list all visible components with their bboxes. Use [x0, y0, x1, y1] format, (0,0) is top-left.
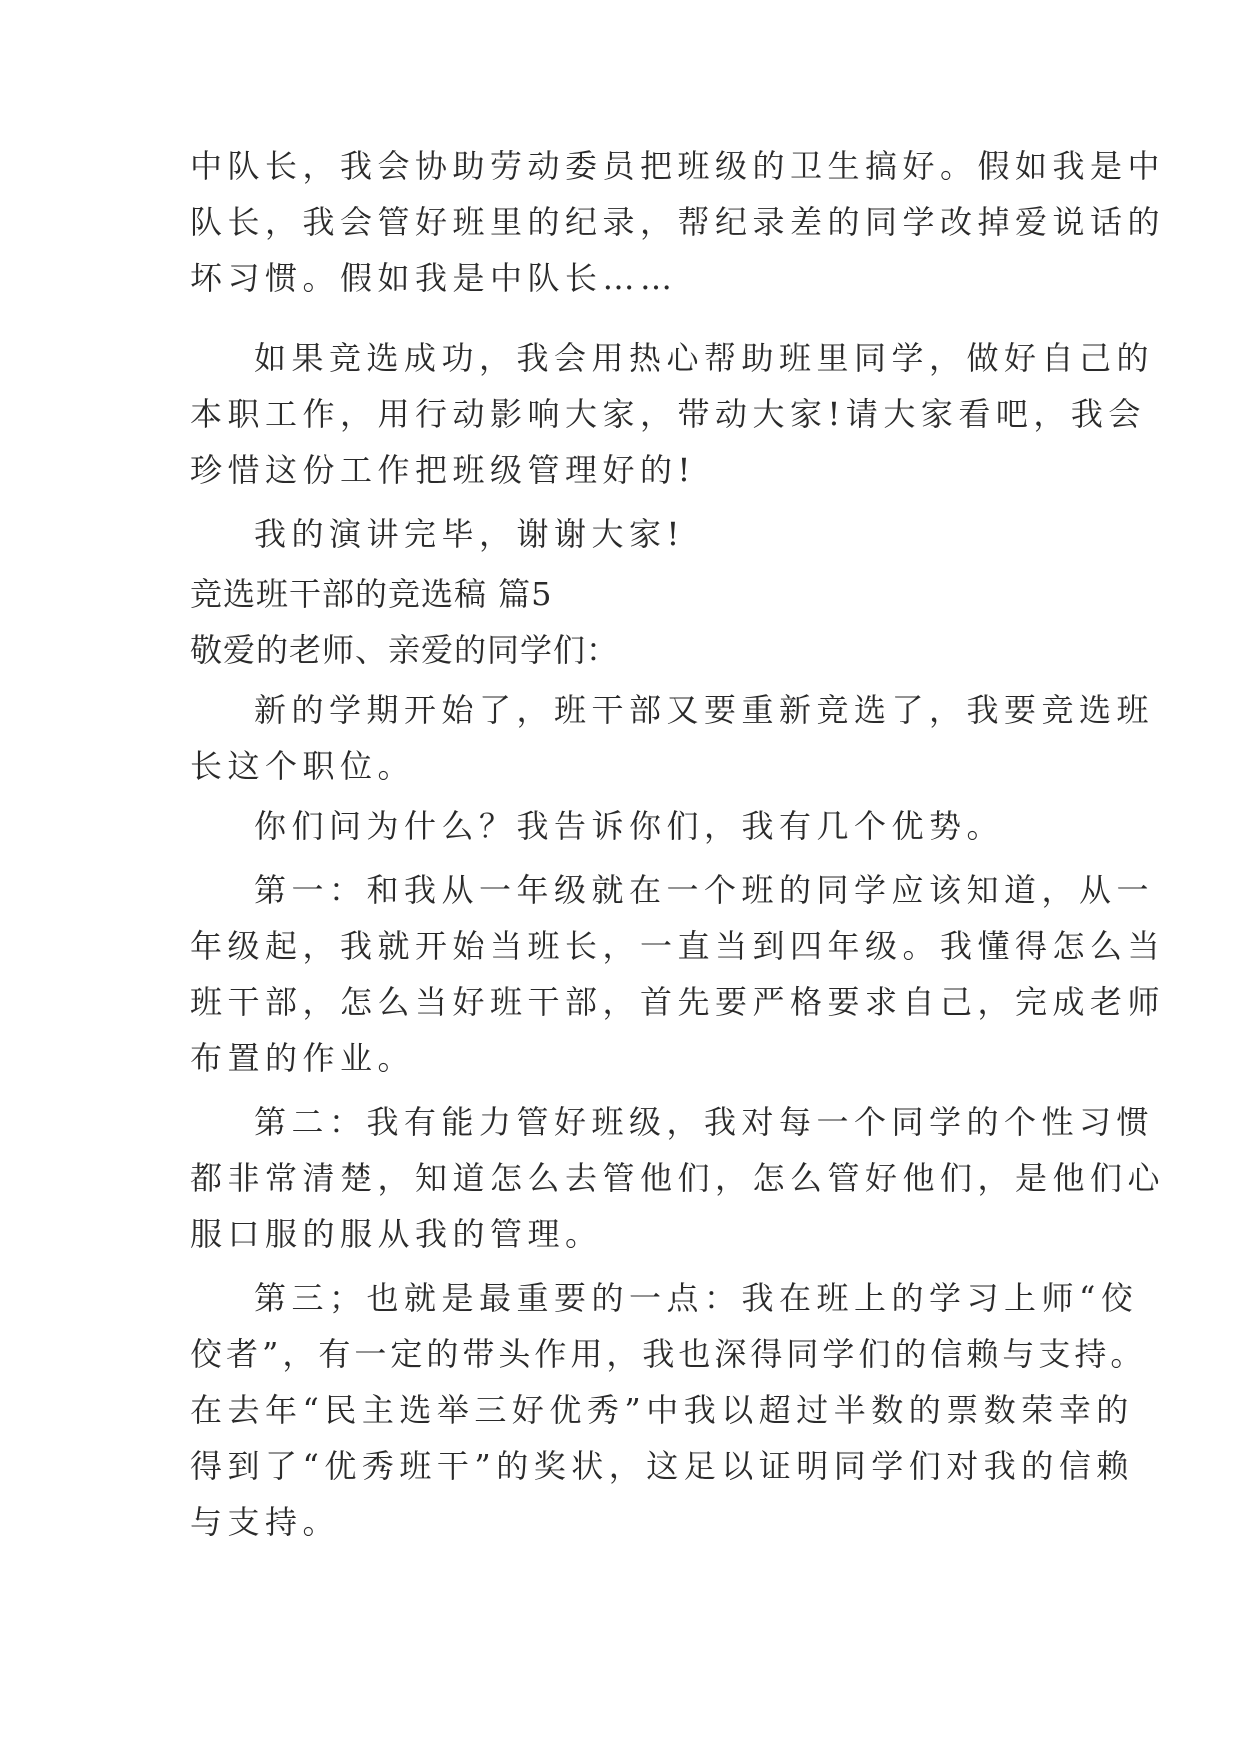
paragraph-line: 珍惜这份工作把班级管理好的! [190, 451, 696, 489]
paragraph-line: 与支持。 [190, 1503, 341, 1541]
paragraph-line: 年级起，我就开始当班长，一直当到四年级。我懂得怎么当 [190, 927, 1166, 965]
paragraph-line: 服口服的服从我的管理。 [190, 1215, 603, 1253]
paragraph-line: 你们问为什么？我告诉你们，我有几个优势。 [254, 807, 1005, 845]
paragraph-line: 如果竞选成功，我会用热心帮助班里同学，做好自己的 [254, 339, 1155, 377]
paragraph-line: 第三；也就是最重要的一点：我在班上的学习上师“佼 [254, 1279, 1139, 1317]
paragraph-line: 得到了“优秀班干”的奖状，这足以证明同学们对我的信赖 [190, 1447, 1134, 1485]
paragraph-line: 队长，我会管好班里的纪录，帮纪录差的同学改掉爱说话的 [190, 203, 1166, 241]
salutation: 敬爱的老师、亲爱的同学们： [190, 631, 620, 669]
paragraph-line: 本职工作，用行动影响大家，带动大家!请大家看吧，我会 [190, 395, 1146, 433]
section-heading: 竞选班干部的竞选稿 篇5 [190, 575, 553, 613]
paragraph-line: 我的演讲完毕，谢谢大家! [254, 515, 685, 553]
paragraph-line: 长这个职位。 [190, 747, 416, 785]
paragraph-line: 中队长，我会协助劳动委员把班级的卫生搞好。假如我是中 [190, 147, 1166, 185]
paragraph-line: 第二：我有能力管好班级，我对每一个同学的个性习惯 [254, 1103, 1155, 1141]
paragraph-line: 都非常清楚，知道怎么去管他们，怎么管好他们，是他们心 [190, 1159, 1166, 1197]
paragraph-line: 坏习惯。假如我是中队长…… [190, 259, 678, 297]
paragraph-line: 在去年“民主选举三好优秀”中我以超过半数的票数荣幸的 [190, 1391, 1134, 1429]
paragraph-line: 第一：和我从一年级就在一个班的同学应该知道，从一 [254, 871, 1155, 909]
paragraph-line: 新的学期开始了，班干部又要重新竞选了，我要竞选班 [254, 691, 1155, 729]
paragraph-line: 班干部，怎么当好班干部，首先要严格要求自己，完成老师 [190, 983, 1166, 1021]
paragraph-line: 佼者”，有一定的带头作用，我也深得同学们的信赖与支持。 [190, 1335, 1147, 1373]
paragraph-line: 布置的作业。 [190, 1039, 416, 1077]
